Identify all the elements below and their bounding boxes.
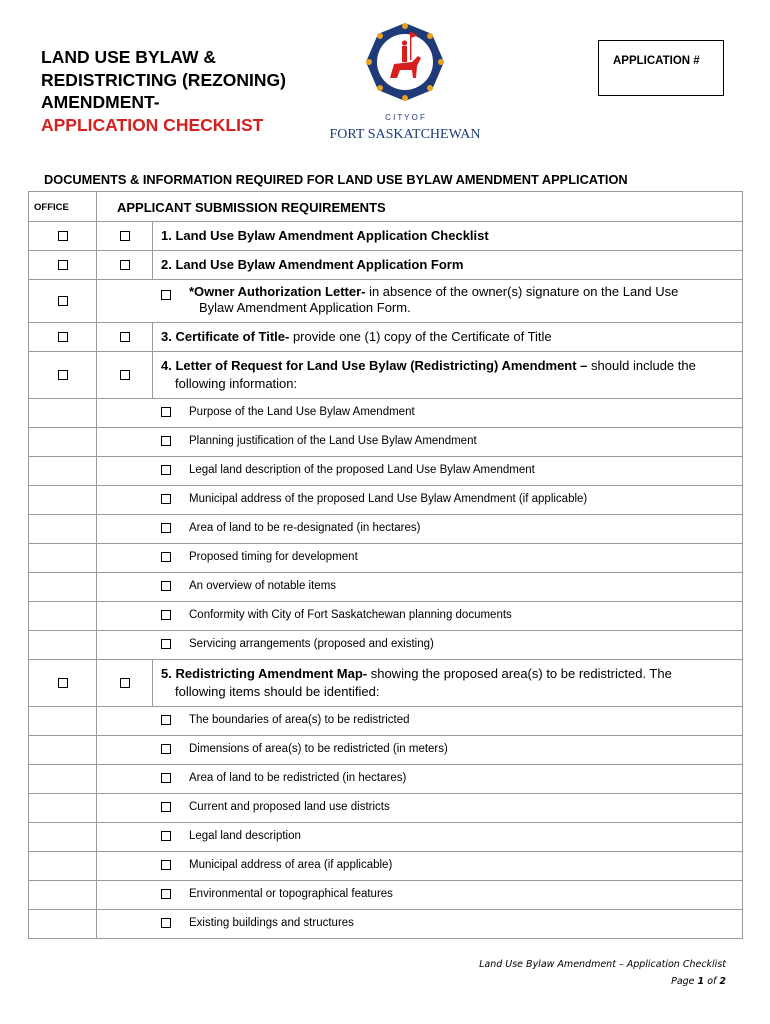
- requirements-header: APPLICANT SUBMISSION REQUIREMENTS: [117, 200, 386, 215]
- item-4-sub-item-label: Conformity with City of Fort Saskatchewan planning documents: [189, 609, 512, 621]
- office-header-cell: [29, 192, 97, 222]
- item-4-sub-item-row: [29, 399, 743, 428]
- item-4-sub-item-checkbox[interactable]: [161, 610, 171, 620]
- item-4-sub-item-row: [29, 457, 743, 486]
- item-4-sub-item-checkbox[interactable]: [161, 407, 171, 417]
- item-5-sub-item-row: [29, 881, 743, 910]
- table-row-item-3: [29, 323, 743, 352]
- table-header-row: [29, 192, 743, 222]
- office-checkbox-item-2[interactable]: [58, 260, 68, 270]
- item-5-sub-item-label: Current and proposed land use districts: [189, 801, 390, 813]
- item-5-sub-item-label: Dimensions of area(s) to be redistricted (in meters): [189, 743, 448, 755]
- office-checkbox-item-1[interactable]: [58, 231, 68, 241]
- title-line-1: LAND USE BYLAW &: [41, 47, 216, 67]
- office-checkbox-item-5[interactable]: [58, 678, 68, 688]
- footer-document-title: Land Use Bylaw Amendment – Application Checklist: [479, 959, 726, 970]
- title-line-4: APPLICATION CHECKLIST: [41, 114, 264, 135]
- item-4-sub-item-label: Proposed timing for development: [189, 551, 358, 563]
- item-5-sub-item-row: [29, 765, 743, 794]
- logo-city-name: FORT SASKATCHEWAN: [329, 127, 481, 142]
- item-4-sub-item-row: [29, 544, 743, 573]
- applicant-checkbox-item-5[interactable]: [120, 678, 130, 688]
- item-5-sub-item-label: Legal land description: [189, 830, 301, 842]
- applicant-checkbox-item-1[interactable]: [120, 231, 130, 241]
- item-4-sub-item-row: [29, 573, 743, 602]
- item-3-label: 3. Certificate of Title- provide one (1) copy of the Certificate of Title: [161, 329, 552, 344]
- page-footer: [479, 956, 726, 990]
- logo-city-of: C I T Y O F: [385, 113, 425, 122]
- applicant-checkbox-item-3[interactable]: [120, 332, 130, 342]
- city-logo: [320, 20, 490, 146]
- application-number-label: APPLICATION #: [613, 55, 700, 67]
- item-5-sub-item-label: Existing buildings and structures: [189, 917, 354, 929]
- table-row-owner-authorization: [29, 280, 743, 323]
- item-4-sub-item-label: Servicing arrangements (proposed and existing): [189, 638, 434, 650]
- applicant-checkbox-item-2[interactable]: [120, 260, 130, 270]
- item-4-sub-item-label: Legal land description of the proposed Land Use Bylaw Amendment: [189, 464, 535, 476]
- item-1-label: 1. Land Use Bylaw Amendment Application Checklist: [161, 228, 489, 243]
- item-4-sub-item-checkbox[interactable]: [161, 523, 171, 533]
- item-4-sub-item-row: [29, 515, 743, 544]
- item-5-sub-item-label: Environmental or topographical features: [189, 888, 393, 900]
- item-5-sub-item-checkbox[interactable]: [161, 773, 171, 783]
- item-4-sub-item-checkbox[interactable]: [161, 639, 171, 649]
- item-4-sub-item-row: [29, 631, 743, 660]
- item-5-label: 5. Redistricting Amendment Map- showing the proposed area(s) to be redistricted. The following items should be identified:: [161, 666, 672, 699]
- item-5-sub-item-label: Municipal address of area (if applicable): [189, 859, 393, 871]
- item-5-sub-item-row: [29, 736, 743, 765]
- item-5-sub-item-row: [29, 852, 743, 881]
- item-5-sub-item-checkbox[interactable]: [161, 860, 171, 870]
- item-4-sub-item-checkbox[interactable]: [161, 465, 171, 475]
- table-row-item-2: [29, 251, 743, 280]
- table-row-item-4: [29, 352, 743, 399]
- item-5-sub-item-checkbox[interactable]: [161, 918, 171, 928]
- item-5-sub-item-label: The boundaries of area(s) to be redistricted: [189, 714, 410, 726]
- item-4-sub-item-row: [29, 602, 743, 631]
- item-4-sub-item-label: Area of land to be re-designated (in hectares): [189, 522, 421, 534]
- item-5-sub-item-row: [29, 707, 743, 736]
- page-number: Page 1 of 2: [671, 976, 726, 987]
- item-5-sub-item-row: [29, 794, 743, 823]
- office-header: OFFICE: [34, 202, 69, 213]
- document-title: [41, 46, 286, 136]
- item-5-sub-item-checkbox[interactable]: [161, 889, 171, 899]
- item-4-sub-item-label: An overview of notable items: [189, 580, 337, 592]
- item-5-sub-item-row: [29, 910, 743, 939]
- table-row-item-1: [29, 222, 743, 251]
- item-5-sub-item-checkbox[interactable]: [161, 802, 171, 812]
- item-5-sub-item-label: Area of land to be redistricted (in hectares): [189, 772, 407, 784]
- title-line-3: AMENDMENT-: [41, 92, 160, 112]
- item-4-sub-item-row: [29, 428, 743, 457]
- item-4-sub-item-checkbox[interactable]: [161, 581, 171, 591]
- item-4-sub-item-checkbox[interactable]: [161, 494, 171, 504]
- office-checkbox-owner-authorization[interactable]: [58, 296, 68, 306]
- section-heading: DOCUMENTS & INFORMATION REQUIRED FOR LAND USE BYLAW AMENDMENT APPLICATION: [44, 172, 628, 187]
- item-5-sub-item-row: [29, 823, 743, 852]
- applicant-checkbox-owner-authorization[interactable]: [161, 290, 171, 300]
- title-line-2: REDISTRICTING (REZONING): [41, 69, 286, 90]
- office-checkbox-item-4[interactable]: [58, 370, 68, 380]
- table-row-item-5: [29, 660, 743, 707]
- application-number-field[interactable]: [598, 40, 724, 96]
- item-5-sub-item-checkbox[interactable]: [161, 744, 171, 754]
- item-2-label: 2. Land Use Bylaw Amendment Application Form: [161, 257, 464, 272]
- item-4-sub-item-row: [29, 486, 743, 515]
- item-4-sub-item-label: Municipal address of the proposed Land Use Bylaw Amendment (if applicable): [189, 493, 588, 505]
- applicant-checkbox-item-4[interactable]: [120, 370, 130, 380]
- item-4-sub-item-label: Planning justification of the Land Use Bylaw Amendment: [189, 435, 477, 447]
- item-4-sub-item-label: Purpose of the Land Use Bylaw Amendment: [189, 406, 415, 418]
- owner-authorization-text: *Owner Authorization Letter- in absence of the owner(s) signature on the Land Use Bylaw Amendment Application Form.: [189, 284, 679, 315]
- item-4-sub-item-checkbox[interactable]: [161, 436, 171, 446]
- requirements-header-cell: [97, 192, 743, 222]
- office-checkbox-item-3[interactable]: [58, 332, 68, 342]
- item-4-sub-item-checkbox[interactable]: [161, 552, 171, 562]
- checklist-table: [28, 191, 743, 939]
- item-5-sub-item-checkbox[interactable]: [161, 831, 171, 841]
- item-5-sub-item-checkbox[interactable]: [161, 715, 171, 725]
- item-4-label: 4. Letter of Request for Land Use Bylaw (Redistricting) Amendment – should include the following information:: [161, 358, 696, 391]
